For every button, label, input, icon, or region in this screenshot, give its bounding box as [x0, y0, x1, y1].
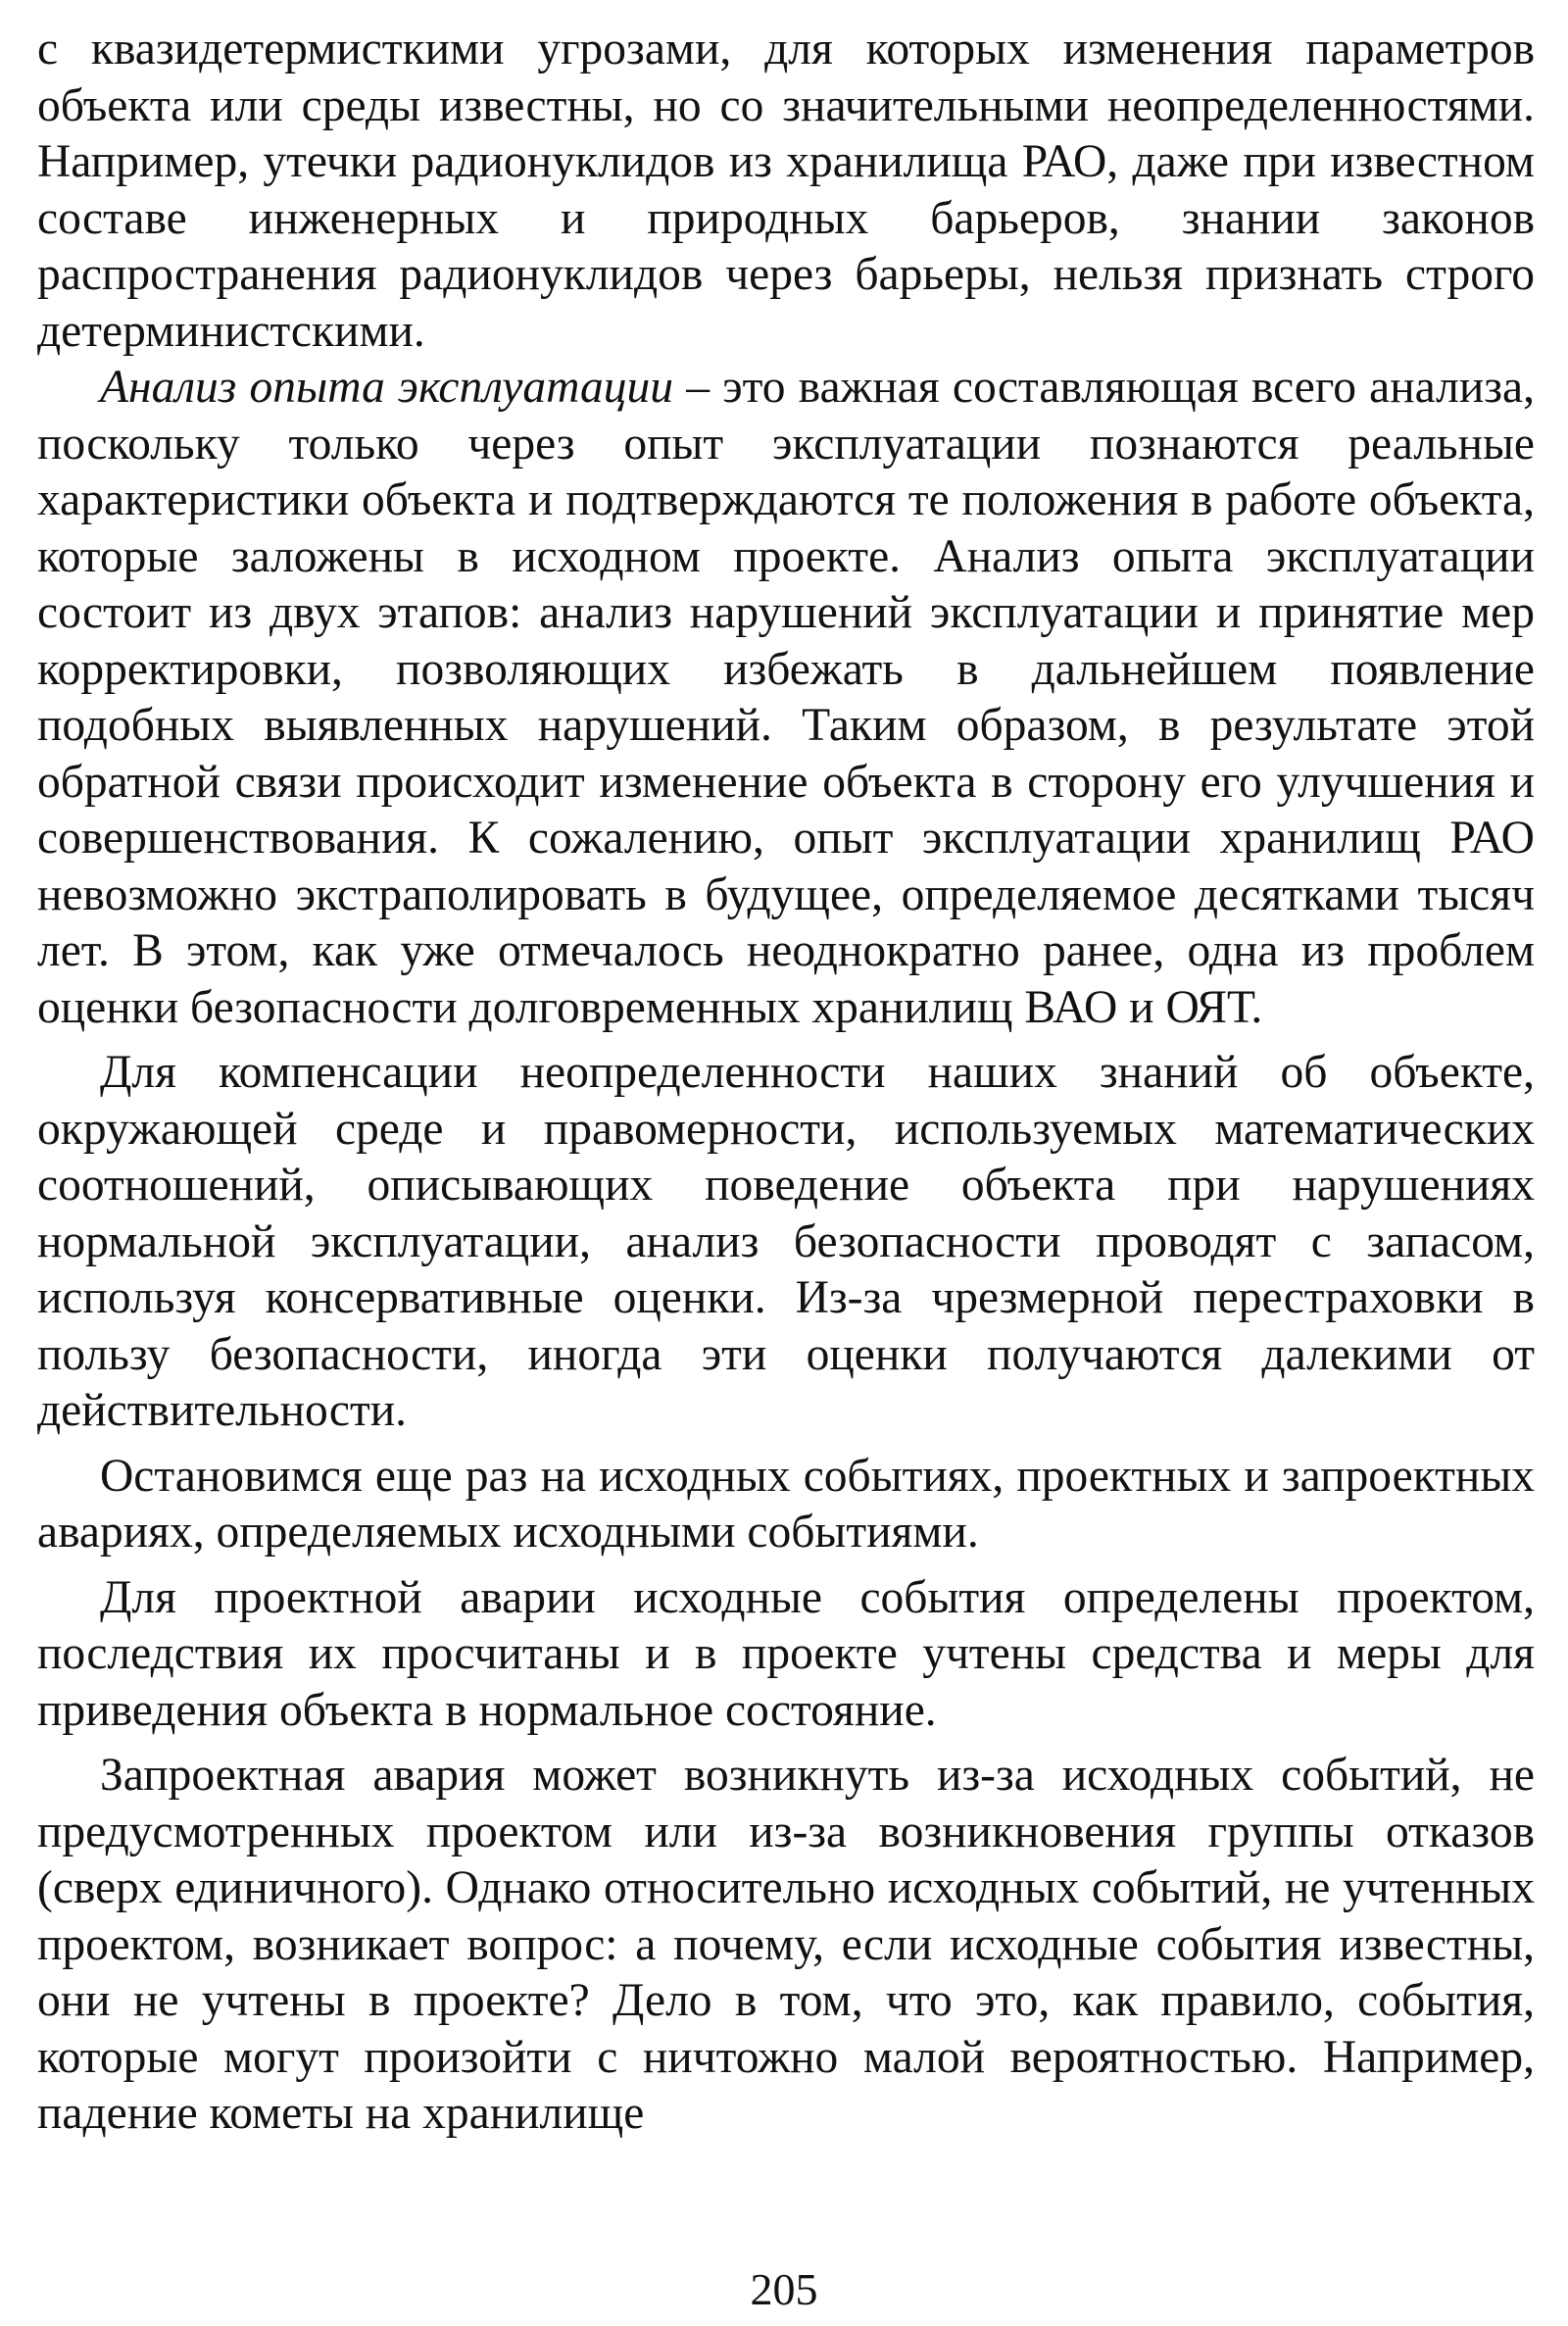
page-number: 205: [750, 2264, 818, 2314]
paragraph-4: Остановимся еще раз на исходных событиях, проектных и запроектных авариях, определяемых исходными событиями.: [37, 1450, 1535, 1558]
paragraph-1: с квазидетермисткими угрозами, для которых изменения параметров объекта или среды известны, но со значительными неопределенностями. Например, утечки радионуклидов из хранилища РАО, даже при известном составе инженерных и природных барьеров, знании законов распространения радионуклидов через барьеры, нельзя признать строго детерминистскими.: [37, 24, 1535, 357]
paragraph-6: Запроектная авария может возникнуть из-за исходных событий, не предусмотренных проектом или из-за возникновения группы отказов (сверх единичного). Однако относительно исходных событий, не учтенных проектом, возникает вопрос: а почему, если исходные события известны, они не учтены в проекте? Дело в том, что это, как правило, события, которые могут произойти с ничтожно малой вероятностью. Например, падение кометы на хранилище: [37, 1750, 1535, 2139]
paragraph-3: Для компенсации неопределенности наших знаний об объекте, окружающей среде и правомерности, используемых математических соотношений, описывающих поведение объекта при нарушениях нормальной эксплуатации, анализ безопасности проводят с запасом, используя консервативные оценки. Из-за чрезмерной перестраховки в пользу безопасности, иногда эти оценки получаются далекими от действительности.: [37, 1047, 1535, 1436]
paragraph-2: [37, 360, 1535, 1036]
paragraph-5: Для проектной аварии исходные события определены проектом, последствия их просчитаны и в проекте учтены средства и меры для приведения объекта в нормальное состояние.: [37, 1571, 1535, 1736]
paragraph-2-text: – это важная составляющая всего анализа, поскольку только через опыт эксплуатации познаются реальные характеристики объекта и подтверждаются те положения в работе объекта, которые заложены в исходном проекте. Анализ опыта эксплуатации состоит из двух этапов: анализ нарушений эксплуатации и принятие мер корректировки, позволяющих избежать в дальнейшем появление подобных выявленных нарушений. Таким образом, в результате этой обратной связи происходит изменение объекта в сторону его улучшения и совершенствования. К сожалению, опыт эксплуатации хранилищ РАО невозможно экстраполировать в будущее, определяемое десятками тысяч лет. В этом, как уже отмечалось неоднократно ранее, одна из проблем оценки безопасности долговременных хранилищ ВАО и ОЯТ.: [37, 362, 1535, 1033]
italic-term: Анализ опыта эксплуатации: [100, 362, 674, 413]
page-body: [37, 22, 1535, 2315]
